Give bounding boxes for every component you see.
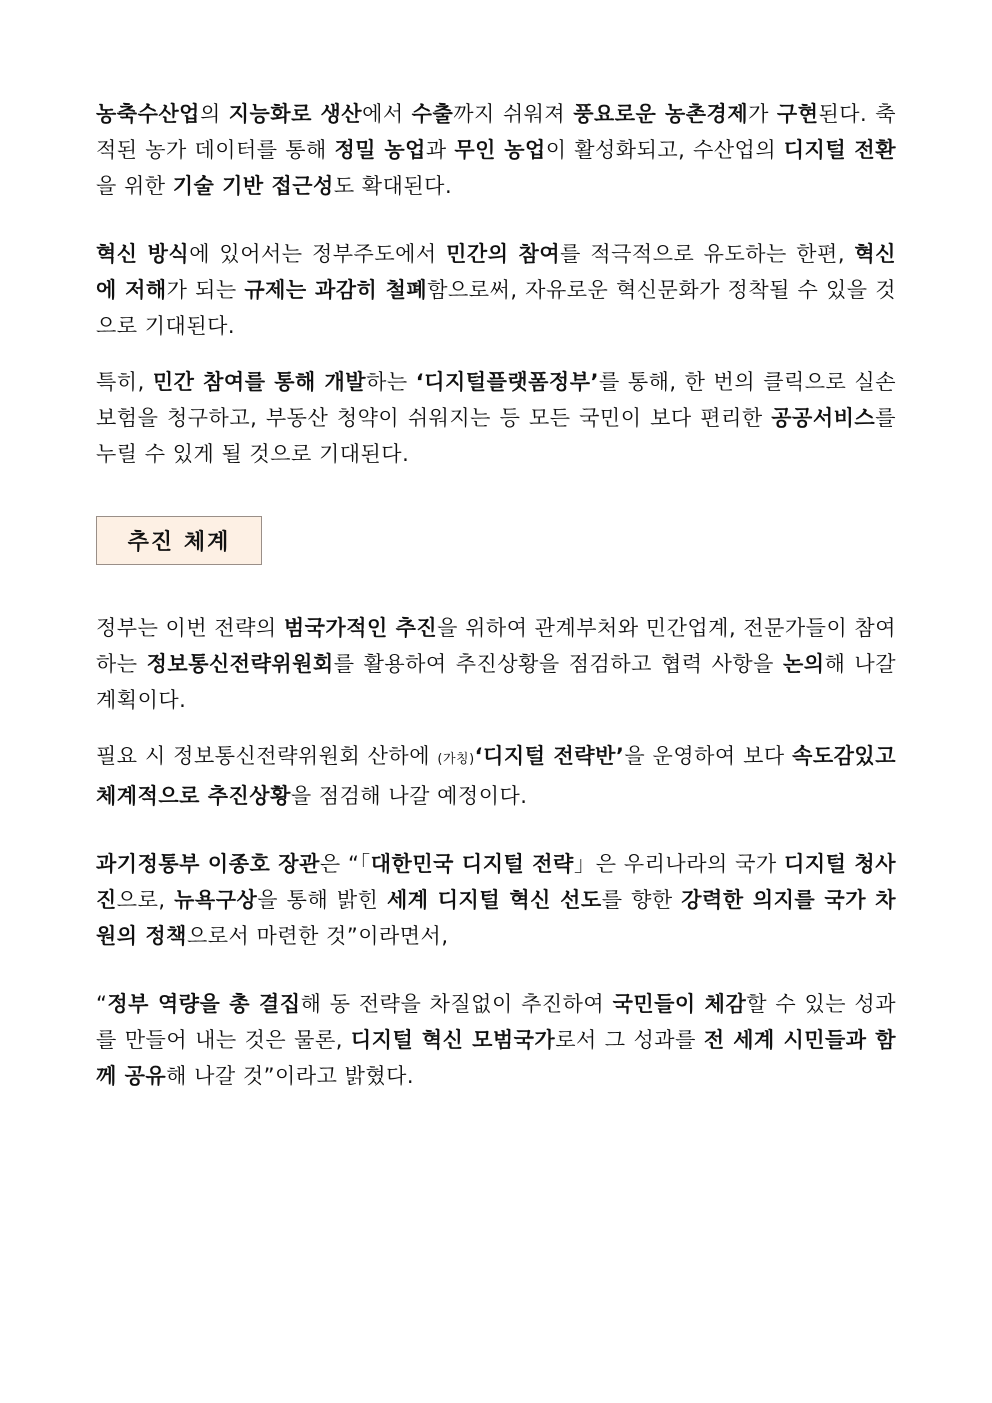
- text: 에서: [362, 102, 412, 126]
- emphasis: 정밀 농업: [334, 138, 426, 162]
- emphasis: 디지털 전환: [783, 138, 896, 162]
- text: 을 위한: [96, 174, 173, 198]
- emphasis: 논의: [783, 652, 825, 676]
- text: 을 운영하여 보다: [624, 744, 793, 768]
- paragraph-platform-government: [96, 364, 896, 472]
- text: 할 수 있는 성과를 만들어 내는 것은 물론,: [96, 992, 897, 1052]
- emphasis: 혁신에 저해: [96, 242, 896, 302]
- emphasis: 규제는 과감히 철폐: [244, 278, 428, 302]
- text: 이 활성화되고, 수산업의: [545, 138, 784, 162]
- text: 정부는 이번 전략의: [96, 616, 284, 640]
- emphasis: 민간의 참여: [446, 242, 561, 266]
- emphasis: 지능화로 생산: [228, 102, 363, 126]
- paragraph-strategy-team: [96, 738, 896, 814]
- text: 된다. 축적된 농가 데이터를 통해: [96, 102, 897, 162]
- emphasis: 정부 역량을 총 결집: [107, 992, 301, 1016]
- paragraph-agriculture: [96, 96, 896, 204]
- emphasis: 전 세계 시민들과 함께 공유: [96, 1028, 896, 1088]
- emphasis: 강력한 의지를 국가 차원의 정책: [96, 888, 896, 948]
- text: 를 통해, 한 번의 클릭으로 실손보험을 청구하고, 부동산 청약이 쉬워지는 등 모든 국민이 보다 편리한: [96, 370, 896, 430]
- emphasis: 수출: [411, 102, 454, 126]
- emphasis: 세계 디지털 혁신 선도: [386, 888, 602, 912]
- text: 가 되는: [166, 278, 245, 302]
- text: 으로,: [116, 888, 175, 912]
- emphasis: 디지털 청사진: [96, 852, 897, 912]
- text: 과: [425, 138, 455, 162]
- paragraph-committee: [96, 610, 896, 718]
- emphasis: 대한민국 디지털 전략: [370, 852, 574, 876]
- text: “: [96, 992, 108, 1016]
- text: 으로서 마련한 것”이라면서,: [186, 924, 449, 948]
- emphasis: 범국가적인 추진: [283, 616, 438, 640]
- text: 도 확대된다.: [333, 174, 453, 198]
- text: 해 나갈 계획이다.: [96, 652, 896, 712]
- paragraph-minister-quote: [96, 846, 896, 954]
- emphasis: 풍요로운 농촌경제: [573, 102, 749, 126]
- emphasis: 디지털 혁신 모범국가: [350, 1028, 556, 1052]
- text: 은 “「: [319, 852, 371, 876]
- text: 를 적극적으로 유도하는 한편,: [560, 242, 855, 266]
- emphasis: ‘디지털플랫폼정부’: [415, 370, 599, 394]
- emphasis: 농축수산업: [96, 102, 200, 126]
- text: 함으로써, 자유로운 혁신문화가 정착될 수 있을 것으로 기대된다.: [96, 278, 897, 338]
- text: 」은 우리나라의 국가: [573, 852, 785, 876]
- text: 를 누릴 수 있게 될 것으로 기대된다.: [96, 406, 896, 466]
- emphasis: 무인 농업: [454, 138, 546, 162]
- emphasis: 속도감있고 체계적으로 추진상황: [96, 744, 897, 808]
- emphasis: 정보통신전략위원회: [146, 652, 334, 676]
- emphasis: 공공서비스: [771, 406, 876, 430]
- emphasis: 기술 기반 접근성: [172, 174, 334, 198]
- emphasis: 민간 참여를 통해 개발: [152, 370, 367, 394]
- emphasis: 과기정통부 이종호 장관: [96, 852, 320, 876]
- text: 을 위하여 관계부처와 민간업계, 전문가들이 참여하는: [96, 616, 896, 676]
- emphasis: 혁신 방식: [96, 242, 190, 266]
- text: 에 있어서는 정부주도에서: [189, 242, 447, 266]
- text: 특히,: [96, 370, 153, 394]
- paragraph-innovation: [96, 236, 896, 344]
- tentative-name-note: (가칭): [437, 752, 475, 767]
- text: 까지 쉬워져: [453, 102, 574, 126]
- emphasis: 구현: [776, 102, 819, 126]
- section-heading-box: [96, 516, 262, 565]
- emphasis: 뉴욕구상: [174, 888, 258, 912]
- emphasis: 국민들이 체감: [612, 992, 747, 1016]
- text: 로서 그 성과를: [555, 1028, 704, 1052]
- text: 필요 시 정보통신전략위원회 산하에: [96, 744, 438, 768]
- text: 하는: [366, 370, 416, 394]
- text: 의: [199, 102, 229, 126]
- text: 을 통해 밝힌: [257, 888, 387, 912]
- text: 를 활용하여 추진상황을 점검하고 협력 사항을: [333, 652, 783, 676]
- paragraph-closing-quote: [96, 986, 896, 1094]
- section-title: 추진 체계: [127, 530, 231, 555]
- text: 을 점검해 나갈 예정이다.: [290, 784, 528, 808]
- text: 가: [748, 102, 777, 126]
- text: 해 나갈 것”이라고 밝혔다.: [166, 1064, 415, 1088]
- text: 해 동 전략을 차질없이 추진하여: [300, 992, 613, 1016]
- text: 를 향한: [601, 888, 682, 912]
- emphasis: ‘디지털 전략반’: [474, 744, 625, 768]
